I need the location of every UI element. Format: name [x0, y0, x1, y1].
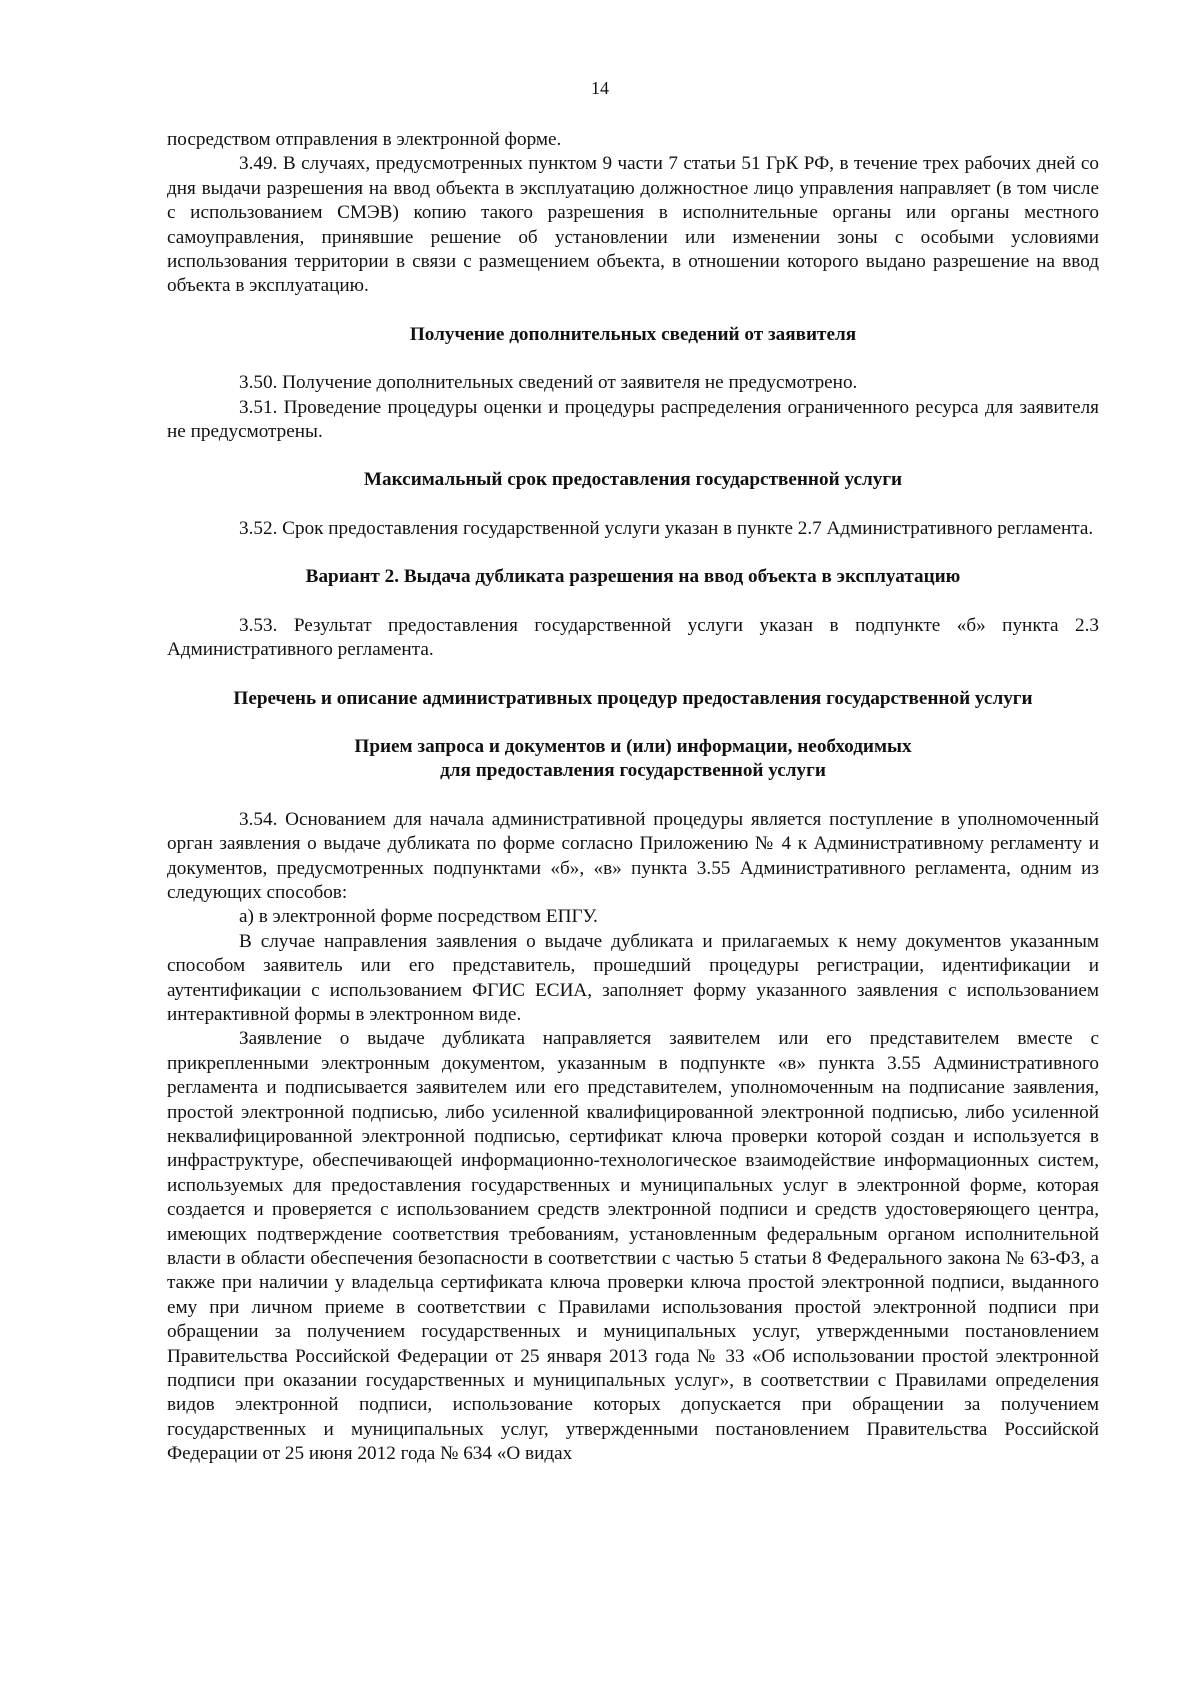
- paragraph-3-54: 3.54. Основанием для начала административной процедуры является поступление в уполномоченный орган заявления о выдаче дубликата по форме согласно Приложению № 4 к Административному регламенту и документов, предусмотренных подпунктами «б», «в» пункта 3.55 Административного регламента, одним из следующих способов:: [167, 808, 1099, 903]
- page-number: 14: [591, 78, 609, 98]
- paragraph-3-54-a: а) в электронной форме посредством ЕПГУ.: [239, 906, 598, 928]
- section-heading-max-term: Максимальный срок предоставления государственной услуги: [363, 469, 903, 491]
- paragraph-3-50: 3.50. Получение дополнительных сведений от заявителя не предусмотрено.: [239, 372, 858, 394]
- paragraph-3-54-b: В случае направления заявления о выдаче дубликата и прилагаемых к нему документов указанным способом заявитель или его представитель, прошедший процедуры регистрации, идентификации и аутентификации с использованием ФГИС ЕСИА, заполняет форму указанного заявления с использованием интерактивной формы в электронном виде.: [167, 930, 1099, 1025]
- paragraph-continuation: посредством отправления в электронной форме.: [167, 129, 562, 150]
- section-heading-additional-info: Получение дополнительных сведений от заявителя: [409, 323, 857, 345]
- paragraph-3-49: 3.49. В случаях, предусмотренных пунктом 9 части 7 статьи 51 ГрК РФ, в течение трех рабочих дней со дня выдачи разрешения на ввод объекта в эксплуатацию должностное лицо управления направляет (в том числе с использованием СМЭВ) копию такого разрешения в исполнительные органы или органы местного самоуправления, принявшие решение об установлении или изменении зоны с особыми условиями использования территории в связи с размещением объекта, в отношении которого выдано разрешение на ввод объекта в эксплуатацию.: [167, 153, 1099, 297]
- heading-line-1: Прием запроса и документов и (или) информации, необходимых: [354, 735, 912, 757]
- section-heading-procedures-list: Перечень и описание административных процедур предоставления государственной услуги: [233, 687, 1033, 709]
- section-heading-request-reception: [167, 735, 1099, 784]
- heading-line-2: для предоставления государственной услуги: [440, 760, 826, 782]
- section-heading-variant-2: Вариант 2. Выдача дубликата разрешения на ввод объекта в эксплуатацию: [305, 566, 961, 588]
- paragraph-3-51: 3.51. Проведение процедуры оценки и процедуры распределения ограниченного ресурса для заявителя не предусмотрены.: [167, 396, 1099, 443]
- paragraph-3-53: 3.53. Результат предоставления государственной услуги указан в подпункте «б» пункта 2.3 Административного регламента.: [167, 614, 1099, 661]
- paragraph-3-54-c: Заявление о выдаче дубликата направляется заявителем или его представителем вместе с прикрепленными электронным документом, указанным в подпункте «в» пункта 3.55 Административного регламента и подписывается заявителем или его представителем, уполномоченным на подписание заявления, простой электронной подписью, либо усиленной квалифицированной электронной подписью, либо усиленной неквалифицированной электронной подписью, сертификат ключа проверки которой создан и используется в инфраструктуре, обеспечивающей информационно-технологическое взаимодействие информационных систем, используемых для предоставления государственных и муниципальных услуг в электронной форме, которая создается и проверяется с использованием средств электронной подписи и средств удостоверяющего центра, имеющих подтверждение соответствия требованиям, установленным федеральным органом исполнительной власти в области обеспечения безопасности в соответствии с частью 5 статьи 8 Федерального закона № 63-ФЗ, а также при наличии у владельца сертификата ключа проверки ключа простой электронной подписи, выданного ему при личном приеме в соответствии с Правилами использования простой электронной подписи при обращении за получением государственных и муниципальных услуг, утвержденными постановлением Правительства Российской Федерации от 25 января 2013 года № 33 «Об использовании простой электронной подписи при оказании государственных и муниципальных услуг», в соответствии с Правилами определения видов электронной подписи, использование которых допускается при обращении за получением государственных и муниципальных услуг, утвержденными постановлением Правительства Российской Федерации от 25 июня 2012 года № 634 «О видах: [167, 1028, 1099, 1465]
- paragraph-3-52: 3.52. Срок предоставления государственной услуги указан в пункте 2.7 Административного регламента.: [239, 517, 1094, 539]
- document-body: [167, 128, 1099, 1467]
